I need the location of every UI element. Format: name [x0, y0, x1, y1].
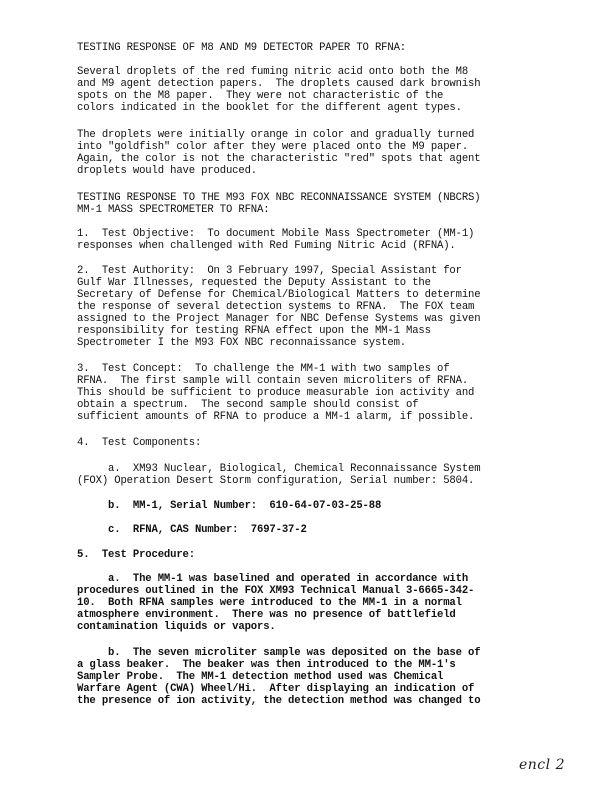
- para2-line: The droplets were initially orange in color and gradually turned: [77, 129, 475, 141]
- test-authority: assigned to the Project Manager for NBC Defense Systems was given: [77, 313, 481, 325]
- procedure-a: 10. Both RFNA samples were introduced to the MM-1 in a normal: [77, 597, 462, 609]
- para1-line: Several droplets of the red fuming nitric acid onto both the M8: [77, 66, 469, 78]
- para2-line: into "goldfish" color after they were placed onto the M9 paper.: [77, 141, 469, 153]
- procedure-b: Warfare Agent (CWA) Wheel/Hi. After displaying an indication of: [77, 683, 475, 695]
- handwritten-annotation: encl 2: [519, 757, 565, 773]
- procedure-a: a. The MM-1 was baselined and operated in accordance with: [77, 573, 469, 585]
- section2-heading: TESTING RESPONSE TO THE M93 FOX NBC RECONNAISSANCE SYSTEM (NBCRS): [77, 192, 481, 204]
- component-a: (FOX) Operation Desert Storm configuration, Serial number: 5804.: [77, 475, 475, 487]
- procedure-a: procedures outlined in the FOX XM93 Technical Manual 3-6665-342-: [77, 585, 475, 597]
- procedure-b: the presence of ion activity, the detection method was changed to: [77, 695, 481, 707]
- component-c: c. RFNA, CAS Number: 7697-37-2: [77, 524, 307, 536]
- procedure-a: contamination liquids or vapors.: [77, 621, 276, 633]
- para1-line: spots on the M8 paper. They were not characteristic of the: [77, 90, 444, 102]
- component-b: b. MM-1, Serial Number: 610-64-07-03-25-88: [77, 500, 382, 512]
- test-concept: RFNA. The first sample will contain seven microliters of RFNA.: [77, 375, 469, 387]
- section2-heading: MM-1 MASS SPECTROMETER TO RFNA:: [77, 204, 270, 216]
- para2-line: Again, the color is not the characteristic "red" spots that agent: [77, 153, 481, 165]
- test-concept: obtain a spectrum. The second sample should consist of: [77, 399, 419, 411]
- test-authority: the response of several detection systems to RFNA. The FOX team: [77, 301, 475, 313]
- test-concept: sufficient amounts of RFNA to produce a MM-1 alarm, if possible.: [77, 411, 475, 423]
- procedure-b: Sampler Probe. The MM-1 detection method used was Chemical: [77, 671, 444, 683]
- test-authority: responsibility for testing RFNA effect upon the MM-1 Mass: [77, 325, 431, 337]
- test-objective: responses when challenged with Red Fuming Nitric Acid (RFNA).: [77, 240, 456, 252]
- test-procedure-heading: 5. Test Procedure:: [77, 549, 195, 561]
- component-a: a. XM93 Nuclear, Biological, Chemical Reconnaissance System: [77, 463, 481, 475]
- test-objective: 1. Test Objective: To document Mobile Mass Spectrometer (MM-1): [77, 228, 475, 240]
- procedure-b: a glass beaker. The beaker was then introduced to the MM-1's: [77, 659, 456, 671]
- test-authority: 2. Test Authority: On 3 February 1997, Special Assistant for: [77, 265, 462, 277]
- section1-heading: TESTING RESPONSE OF M8 AND M9 DETECTOR PAPER TO RFNA:: [77, 42, 406, 54]
- para2-line: droplets would have produced.: [77, 165, 258, 177]
- test-components-heading: 4. Test Components:: [77, 437, 202, 449]
- procedure-b: b. The seven microliter sample was deposited on the base of: [77, 647, 481, 659]
- procedure-a: atmosphere environment. There was no presence of battlefield: [77, 609, 456, 621]
- test-authority: Spectrometer I the M93 FOX NBC reconnaissance system.: [77, 337, 406, 349]
- test-concept: This should be sufficient to produce measurable ion activity and: [77, 387, 475, 399]
- para1-line: and M9 agent detection papers. The droplets caused dark brownish: [77, 78, 481, 90]
- test-authority: Gulf War Illnesses, requested the Deputy Assistant to the: [77, 277, 431, 289]
- test-concept: 3. Test Concept: To challenge the MM-1 with two samples of: [77, 363, 450, 375]
- para1-line: colors indicated in the booklet for the different agent types.: [77, 102, 462, 114]
- test-authority: Secretary of Defense for Chemical/Biological Matters to determine: [77, 289, 481, 301]
